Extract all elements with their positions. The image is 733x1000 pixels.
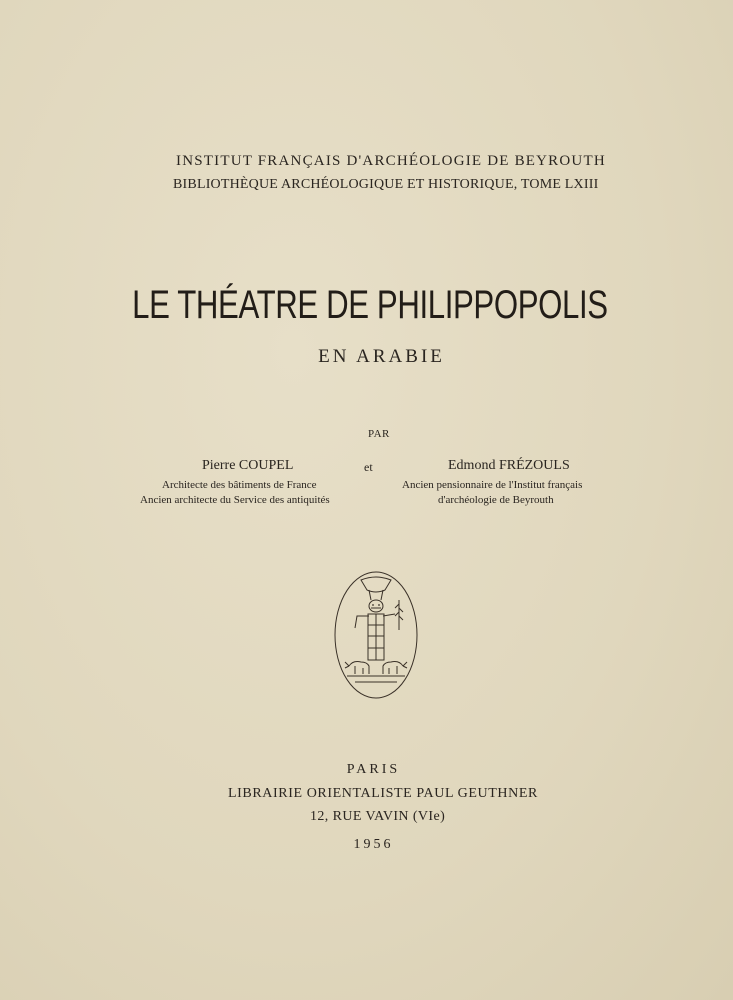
publisher-name: LIBRAIRIE ORIENTALISTE PAUL GEUTHNER xyxy=(228,786,538,801)
by-label: PAR xyxy=(368,428,390,440)
book-subtitle: EN ARABIE xyxy=(318,346,445,367)
author2-name: Edmond FRÉZOULS xyxy=(448,458,570,473)
series-name: BIBLIOTHÈQUE ARCHÉOLOGIQUE ET HISTORIQUE, TOME LXIII xyxy=(173,177,599,192)
author2-title-line2: d'archéologie de Beyrouth xyxy=(438,494,554,506)
author1-name: Pierre COUPEL xyxy=(202,458,294,473)
publisher-address: 12, RUE VAVIN (VIe) xyxy=(310,809,446,824)
book-title: LE THÉATRE DE PHILIPPOPOLIS xyxy=(132,283,608,327)
author-conjunction: et xyxy=(364,460,373,474)
publication-year: 1956 xyxy=(353,837,394,852)
author2-title-line1: Ancien pensionnaire de l'Institut français xyxy=(402,479,583,491)
publisher-city: PARIS xyxy=(346,762,401,777)
author1-title-line2: Ancien architecte du Service des antiquités xyxy=(140,494,330,506)
oval-seal-figure-with-bulls-icon xyxy=(333,570,419,700)
author1-title-line1: Architecte des bâtiments de France xyxy=(162,479,317,491)
institute-name: INSTITUT FRANÇAIS D'ARCHÉOLOGIE DE BEYROUTH xyxy=(176,153,606,169)
